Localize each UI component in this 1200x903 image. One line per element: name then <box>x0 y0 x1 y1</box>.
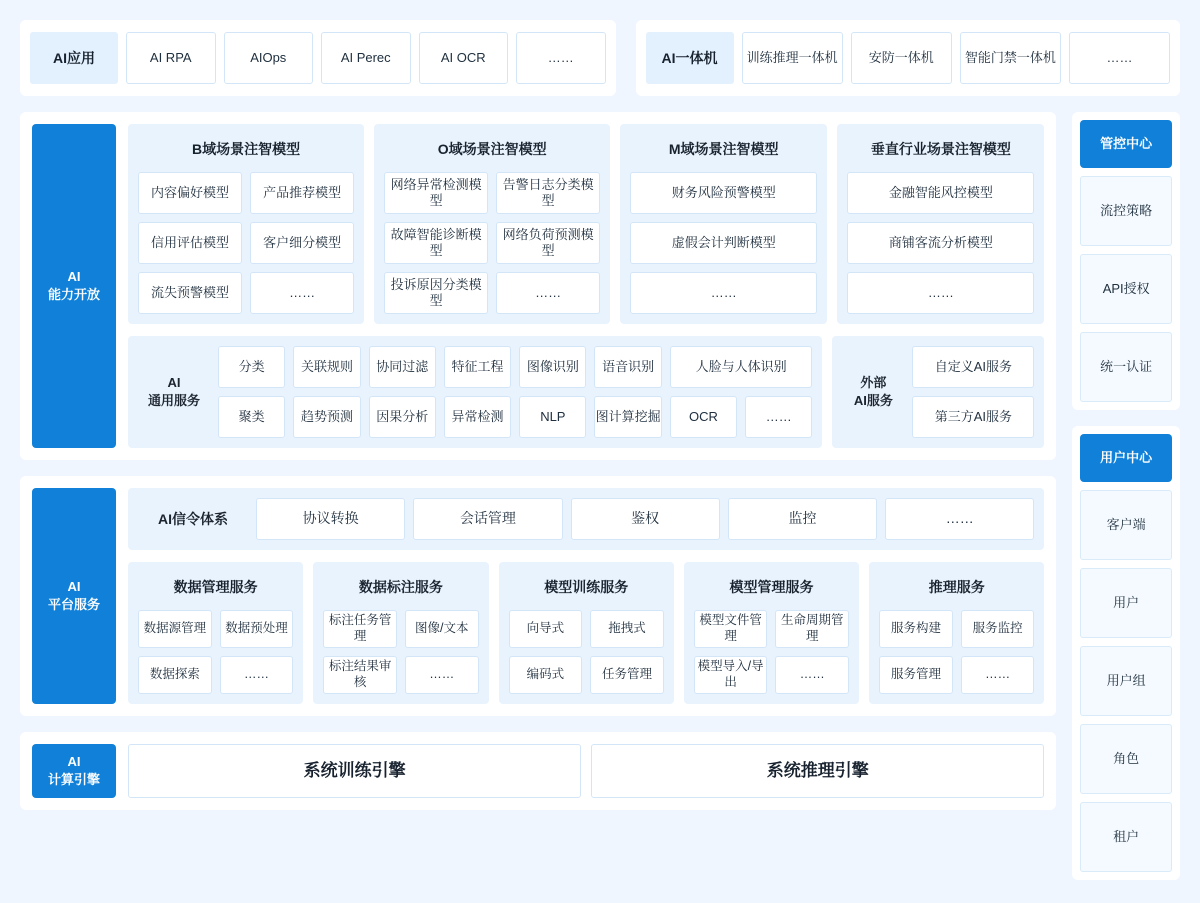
scene-grid-m <box>630 172 817 314</box>
management-item-unified-authentication[interactable]: 统一认证 <box>1080 332 1172 402</box>
data-management-item-3[interactable]: …… <box>220 656 294 694</box>
general-service-anomaly-detection[interactable]: 异常检测 <box>444 396 511 438</box>
data-annotation-item-0[interactable]: 标注任务管理 <box>323 610 397 648</box>
scene-o-item-2[interactable]: 故障智能诊断模型 <box>384 222 488 264</box>
external-service-custom[interactable]: 自定义AI服务 <box>912 346 1034 388</box>
general-service-graph-mining[interactable]: 图计算挖掘 <box>594 396 661 438</box>
scene-o-item-4[interactable]: 投诉原因分类模型 <box>384 272 488 314</box>
ai-platform-side-line2: 平台服务 <box>47 597 100 612</box>
scene-b-item-0[interactable]: 内容偏好模型 <box>138 172 242 214</box>
scene-box-m-domain <box>620 124 827 324</box>
external-ai-services-label-line2: AI服务 <box>853 393 893 408</box>
scene-o-item-5[interactable]: …… <box>496 272 600 314</box>
data-annotation-item-2[interactable]: 标注结果审核 <box>323 656 397 694</box>
ai-signalling-box <box>128 488 1044 550</box>
inference-service-box <box>869 562 1044 704</box>
scene-vertical-item-2[interactable]: …… <box>847 272 1034 314</box>
scene-b-item-1[interactable]: 产品推荐模型 <box>250 172 354 214</box>
ai-compute-engine-side-line1: AI <box>67 753 81 769</box>
engine-training[interactable]: 系统训练引擎 <box>128 744 581 798</box>
model-management-service-title: 模型管理服务 <box>729 579 814 595</box>
management-item-flow-control[interactable]: 流控策略 <box>1080 176 1172 246</box>
general-services-row <box>128 336 1044 448</box>
scene-m-item-0[interactable]: 财务风险预警模型 <box>630 172 817 214</box>
appliance-item-security[interactable]: 安防一体机 <box>851 32 952 84</box>
data-annotation-item-1[interactable]: 图像/文本 <box>405 610 479 648</box>
user-center-item-user[interactable]: 用户 <box>1080 568 1172 638</box>
user-center-item-tenant[interactable]: 租户 <box>1080 802 1172 872</box>
ai-general-services-label-line1: AI <box>167 374 181 390</box>
ai-appliance-title: AI一体机 <box>646 32 734 84</box>
data-annotation-service-title: 数据标注服务 <box>358 579 443 595</box>
scene-box-o-domain <box>374 124 610 324</box>
general-service-trend-prediction[interactable]: 趋势预测 <box>293 396 360 438</box>
scene-vertical-item-0[interactable]: 金融智能风控模型 <box>847 172 1034 214</box>
scene-col-m <box>620 124 827 324</box>
ai-general-services-label <box>138 346 210 438</box>
main-area <box>20 112 1180 880</box>
inference-service-title: 推理服务 <box>928 579 985 595</box>
scene-grid-vertical <box>847 172 1034 314</box>
ai-applications-panel <box>20 20 616 96</box>
data-management-item-1[interactable]: 数据预处理 <box>220 610 294 648</box>
ai-platform-side-label <box>32 488 116 704</box>
general-service-speech-recognition[interactable]: 语音识别 <box>594 346 661 388</box>
external-service-third-party[interactable]: 第三方AI服务 <box>912 396 1034 438</box>
app-item-aiops[interactable]: AIOps <box>224 32 314 84</box>
scene-title-m: M域场景注智模型 <box>668 141 779 157</box>
ai-capability-panel <box>20 112 1056 460</box>
inference-item-2[interactable]: 服务管理 <box>879 656 953 694</box>
ai-signalling-label: AI信令体系 <box>158 511 228 527</box>
data-management-service-title: 数据管理服务 <box>173 579 258 595</box>
ai-capability-body <box>128 124 1044 448</box>
ai-capability-side-line2: 能力开放 <box>47 287 100 302</box>
ai-signalling-grid <box>256 498 1034 540</box>
external-ai-services-grid <box>912 346 1034 438</box>
model-management-service-grid <box>694 610 849 694</box>
general-service-collaborative-filtering[interactable]: 协同过滤 <box>369 346 436 388</box>
scene-title-vertical: 垂直行业场景注智模型 <box>870 141 1011 157</box>
scene-o-item-0[interactable]: 网络异常检测模型 <box>384 172 488 214</box>
scene-box-b-domain <box>128 124 364 324</box>
user-center-item-client[interactable]: 客户端 <box>1080 490 1172 560</box>
inference-service-grid <box>879 610 1034 694</box>
data-management-item-2[interactable]: 数据探索 <box>138 656 212 694</box>
ai-compute-engine-panel <box>20 732 1056 810</box>
external-ai-services-label <box>842 346 904 438</box>
signalling-monitoring[interactable]: 监控 <box>728 498 877 540</box>
scene-title-o: O域场景注智模型 <box>437 141 547 157</box>
model-training-service-title: 模型训练服务 <box>544 579 629 595</box>
ai-capability-side-label <box>32 124 116 448</box>
external-ai-services-label-line1: 外部 <box>860 374 887 390</box>
general-service-more[interactable]: …… <box>745 396 812 438</box>
general-service-face-body-recognition[interactable]: 人脸与人体识别 <box>670 346 813 388</box>
model-training-item-0[interactable]: 向导式 <box>509 610 583 648</box>
data-management-service-grid <box>138 610 293 694</box>
model-management-item-1[interactable]: 生命周期管理 <box>775 610 849 648</box>
ai-platform-panel <box>20 476 1056 716</box>
general-service-causal-analysis[interactable]: 因果分析 <box>369 396 436 438</box>
user-center-item-user-group[interactable]: 用户组 <box>1080 646 1172 716</box>
left-column <box>20 112 1056 880</box>
model-management-item-3[interactable]: …… <box>775 656 849 694</box>
app-item-ai-rpa[interactable]: AI RPA <box>126 32 216 84</box>
appliance-item-access-control[interactable]: 智能门禁一体机 <box>960 32 1061 84</box>
model-training-item-1[interactable]: 拖拽式 <box>590 610 664 648</box>
scene-box-vertical-industry <box>837 124 1044 324</box>
management-item-api-authorization[interactable]: API授权 <box>1080 254 1172 324</box>
model-management-item-0[interactable]: 模型文件管理 <box>694 610 768 648</box>
ai-general-services-label-line2: 通用服务 <box>147 393 200 408</box>
general-service-classification[interactable]: 分类 <box>218 346 285 388</box>
scene-grid-b <box>138 172 354 314</box>
ai-general-services-grid <box>218 346 812 438</box>
signalling-more[interactable]: …… <box>885 498 1034 540</box>
scene-vertical-item-1[interactable]: 商铺客流分析模型 <box>847 222 1034 264</box>
signalling-protocol-conversion[interactable]: 协议转换 <box>256 498 405 540</box>
inference-item-1[interactable]: 服务监控 <box>961 610 1035 648</box>
signalling-authentication[interactable]: 鉴权 <box>571 498 720 540</box>
app-item-ai-perec[interactable]: AI Perec <box>321 32 411 84</box>
scene-grid-o <box>384 172 600 314</box>
scene-model-row <box>128 124 1044 324</box>
model-training-item-2[interactable]: 编码式 <box>509 656 583 694</box>
management-center-title: 管控中心 <box>1080 120 1172 168</box>
general-service-nlp[interactable]: NLP <box>519 396 586 438</box>
general-service-image-recognition[interactable]: 图像识别 <box>519 346 586 388</box>
general-service-ocr[interactable]: OCR <box>670 396 737 438</box>
ai-platform-body <box>128 488 1044 704</box>
engine-inference[interactable]: 系统推理引擎 <box>591 744 1044 798</box>
inference-item-0[interactable]: 服务构建 <box>879 610 953 648</box>
ai-appliance-panel <box>636 20 1180 96</box>
ai-platform-side-line1: AI <box>67 578 81 594</box>
model-training-service-box <box>499 562 674 704</box>
scene-b-item-3[interactable]: 客户细分模型 <box>250 222 354 264</box>
platform-services-row <box>128 562 1044 704</box>
user-center-item-role[interactable]: 角色 <box>1080 724 1172 794</box>
scene-col-vertical <box>837 124 1044 324</box>
ai-compute-engine-body <box>128 744 1044 798</box>
model-training-service-grid <box>509 610 664 694</box>
scene-col-o <box>374 124 610 324</box>
scene-b-item-2[interactable]: 信用评估模型 <box>138 222 242 264</box>
scene-o-item-3[interactable]: 网络负荷预测模型 <box>496 222 600 264</box>
data-management-item-0[interactable]: 数据源管理 <box>138 610 212 648</box>
scene-b-item-5[interactable]: …… <box>250 272 354 314</box>
inference-item-3[interactable]: …… <box>961 656 1035 694</box>
scene-m-item-2[interactable]: …… <box>630 272 817 314</box>
scene-o-item-1[interactable]: 告警日志分类模型 <box>496 172 600 214</box>
data-annotation-service-grid <box>323 610 478 694</box>
ai-compute-engine-side-label <box>32 744 116 798</box>
model-training-item-3[interactable]: 任务管理 <box>590 656 664 694</box>
general-service-feature-engineering[interactable]: 特征工程 <box>444 346 511 388</box>
user-center-title: 用户中心 <box>1080 434 1172 482</box>
data-annotation-item-3[interactable]: …… <box>405 656 479 694</box>
user-center-panel <box>1072 426 1180 880</box>
ai-general-services-box <box>128 336 822 448</box>
scene-b-item-4[interactable]: 流失预警模型 <box>138 272 242 314</box>
scene-m-item-1[interactable]: 虚假会计判断模型 <box>630 222 817 264</box>
scene-title-b: B域场景注智模型 <box>191 141 301 157</box>
ai-compute-engine-side-line2: 计算引擎 <box>47 772 100 787</box>
app-item-more[interactable]: …… <box>516 32 606 84</box>
ai-capability-side-line1: AI <box>67 268 81 284</box>
data-management-service-box <box>128 562 303 704</box>
scene-col-b <box>128 124 364 324</box>
data-annotation-service-box <box>313 562 488 704</box>
appliance-item-training-inference[interactable]: 训练推理一体机 <box>742 32 843 84</box>
general-service-clustering[interactable]: 聚类 <box>218 396 285 438</box>
model-management-service-box <box>684 562 859 704</box>
ai-applications-title: AI应用 <box>30 32 118 84</box>
model-management-item-2[interactable]: 模型导入/导出 <box>694 656 768 694</box>
management-center-panel <box>1072 112 1180 410</box>
appliance-item-more[interactable]: …… <box>1069 32 1170 84</box>
general-service-association-rules[interactable]: 关联规则 <box>293 346 360 388</box>
top-row <box>20 20 1180 96</box>
external-ai-services-box <box>832 336 1044 448</box>
signalling-session-management[interactable]: 会话管理 <box>413 498 562 540</box>
app-item-ai-ocr[interactable]: AI OCR <box>419 32 509 84</box>
right-column <box>1072 112 1180 880</box>
